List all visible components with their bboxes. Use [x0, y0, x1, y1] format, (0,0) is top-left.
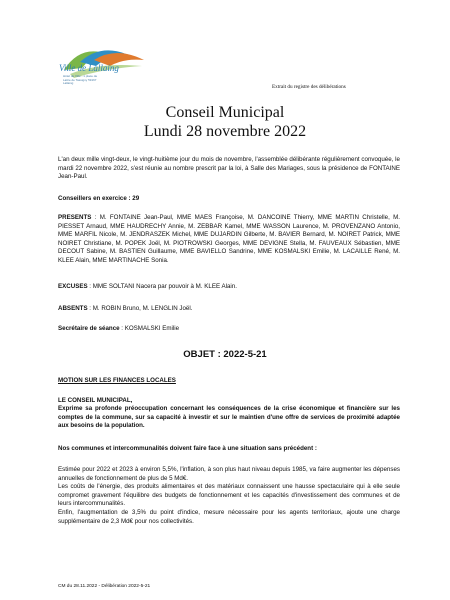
- presents-paragraph: [58, 214, 400, 266]
- inflation-paragraph: Estimée pour 2022 et 2023 à environ 5,5%, l'inflation, à son plus haut niveau depuis 1985, va faire augmenter les dépenses annuelles de fonctionnement de plus de 5 Md€.: [58, 466, 400, 482]
- logo-name: Ville de Lallaing: [59, 63, 119, 73]
- extract-header: Extrait du registre des délibérations: [272, 84, 346, 90]
- secretaire-label: Secrétaire de séance: [58, 325, 120, 332]
- motion-title: MOTION SUR LES FINANCES LOCALES: [58, 377, 176, 384]
- excuses-text: : MME SOLTANI Nacera par pouvoir à M. KLEE Alain.: [87, 283, 237, 290]
- page-title: Conseil Municipal: [165, 104, 285, 121]
- excuses-label: EXCUSES: [58, 283, 88, 290]
- conseil-text: Exprime sa profonde préoccupation concernant les conséquences de la crise économique et financière sur les comptes de la commune, sur sa capacité à investir et sur le maintien d'une offre de services de proximité adaptée aux besoins de la population.: [58, 405, 400, 430]
- presents-label: PRESENTS: [58, 214, 92, 221]
- intro-paragraph: L'an deux mille vingt-deux, le vingt-huitième jour du mois de novembre, l'assemblée délibérante régulièrement convoquée, le mardi 22 novembre 2022, s'est réunie au nombre prescrit par la loi, à Salle des Mariages, sous la présidence de FONTAINE Jean-Paul.: [58, 156, 400, 181]
- secretaire-paragraph: [58, 325, 400, 334]
- page-footer: CM du 28.11.2022 - Délibération 2022-5-21: [58, 584, 151, 589]
- logo-subtitle: Hôtel de Ville - 1 place de Lattre de Tassigny 59167 Lallaing: [63, 74, 98, 85]
- conseillers-value: 29: [132, 195, 140, 202]
- objet-heading: OBJET : 2022-5-21: [183, 349, 267, 360]
- point-indice-paragraph: Enfin, l'augmentation de 3,5% du point d'indice, mesure nécessaire pour les agents territoriaux, ajoute une charge supplémentaire de 2,3 Md€ pour nos collectivités.: [58, 509, 400, 525]
- secretaire-text: : KOSMALSKI Emilie: [119, 325, 180, 332]
- absents-text: : M. ROBIN Bruno, M. LENGLIN Joël.: [87, 305, 193, 312]
- absents-paragraph: [58, 305, 400, 314]
- conseillers-label: Conseillers en exercice :: [58, 195, 133, 202]
- absents-label: ABSENTS: [58, 305, 88, 312]
- situation-line: Nos communes et intercommunalités doivent faire face à une situation sans précédent :: [58, 445, 317, 452]
- presents-text: : M. FONTAINE Jean-Paul, MME MAES Françoise, M. DANCOINE Thierry, MME MARTIN Christelle, M. PIESSET Arnaud, MME HAUDRECHY Annie, M. ZEBBAR Kamel, MME WASSON Laurence, M. PROVENZANO Antonio, MME MARFIL Nicole, M. JENDRASZEK Michel, MME DUJARDIN Gilberte, M. BAVIER Bernard, M. NOIRET Patrick, MME NOIRET Christiane, M. POPEK Joël, M. PIOTROWSKI Georges, MME DEVIGNE Stella, M. FAUVEAUX Sébastien, MME DECOUT Sabine, M. BASTIEN Guillaume, MME BAVIELLO Sandrine, MME KOSMALSKI Emilie, M. LACAILLE René, M. KLEE Alain, MME MARTINACHE Sonia.: [58, 214, 400, 264]
- excuses-paragraph: [58, 283, 400, 292]
- conseil-label: LE CONSEIL MUNICIPAL,: [58, 397, 133, 404]
- page-subtitle-date: Lundi 28 novembre 2022: [143, 123, 307, 140]
- energy-paragraph: Les coûts de l'énergie, des produits alimentaires et des matériaux connaissent une hausse spectaculaire qui à elle seule compromet gravement l'équilibre des budgets de fonctionnement et les capacités d'investissement des communes et de leurs intercommunalités.: [58, 483, 400, 508]
- conseillers-line: [58, 195, 400, 204]
